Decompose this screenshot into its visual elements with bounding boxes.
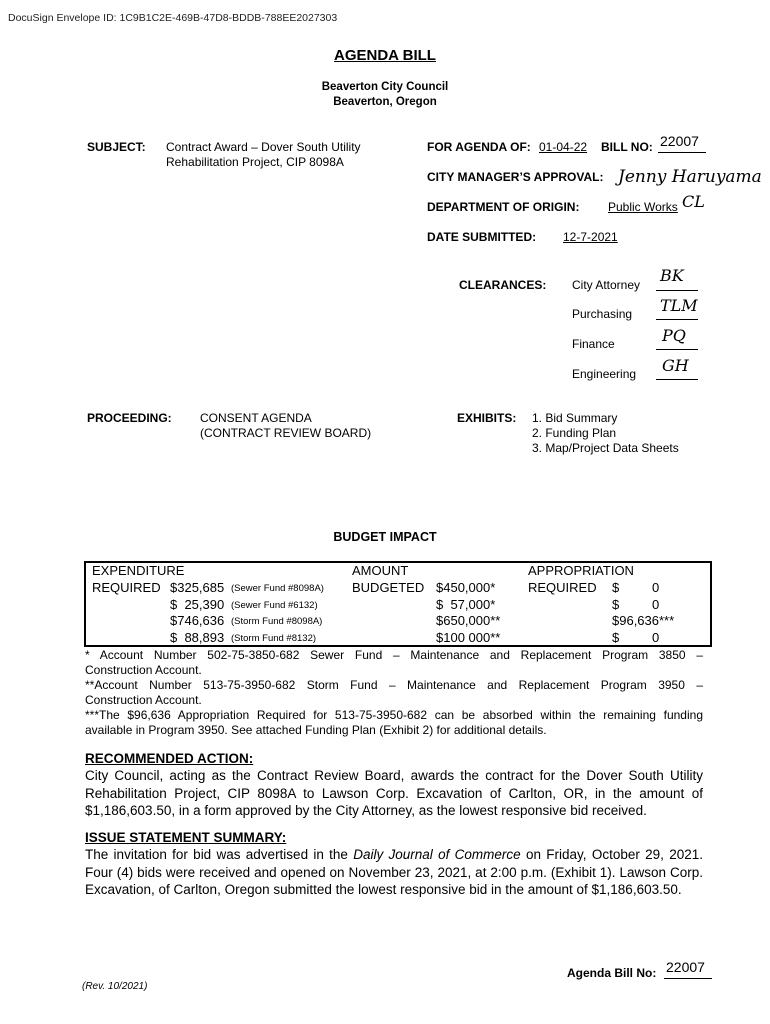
- expenditure-value: $ 25,390: [170, 597, 225, 612]
- budget-heading: BUDGET IMPACT: [333, 530, 437, 544]
- amount-value: $100 000**: [436, 630, 501, 645]
- page-title: AGENDA BILL: [334, 47, 436, 64]
- issue-statement-heading: ISSUE STATEMENT SUMMARY:: [85, 830, 287, 845]
- amount-header: AMOUNT: [352, 563, 409, 578]
- expenditure-header-2: REQUIRED: [92, 580, 161, 595]
- budget-note: Construction Account.: [85, 693, 202, 707]
- clearance-line: [656, 349, 698, 350]
- recommended-action-heading: RECOMMENDED ACTION:: [85, 751, 254, 766]
- fund-label: (Storm Fund #8098A): [231, 616, 323, 627]
- subject-label: SUBJECT:: [87, 140, 146, 154]
- appropriation-value: 0: [652, 580, 660, 595]
- appropriation-value: $96,636***: [612, 613, 675, 628]
- appropriation-symbol: $: [612, 597, 620, 612]
- date-submitted-label: DATE SUBMITTED:: [427, 230, 537, 244]
- bill-no-value: 22007: [660, 133, 699, 149]
- manager-approval-label: CITY MANAGER’S APPROVAL:: [427, 170, 604, 184]
- envelope-id: DocuSign Envelope ID: 1C9B1C2E-469B-47D8-BDDB-788EE2027303: [8, 12, 338, 24]
- amount-value: $450,000*: [436, 580, 496, 595]
- clearance-finance-initials: PQ: [662, 326, 686, 345]
- clearance-line: [656, 379, 698, 380]
- clearance-engineering-initials: GH: [662, 356, 689, 375]
- appropriation-header-2: REQUIRED: [528, 580, 597, 595]
- bill-no-label: BILL NO:: [601, 140, 653, 154]
- org-name: Beaverton City Council: [321, 81, 449, 93]
- budget-note: available in Program 3950. See attached Funding Plan (Exhibit 2) for additional details.: [85, 723, 547, 737]
- proceeding-line1: CONSENT AGENDA: [200, 411, 312, 425]
- budget-note: * Account Number 502-75-3850-682 Sewer Fund – Maintenance and Replacement Program 3850 –: [85, 648, 703, 662]
- fund-label: (Sewer Fund #8098A): [231, 583, 324, 594]
- expenditure-value: $ 88,893: [170, 630, 225, 645]
- manager-signature: Jenny Haruyama: [618, 167, 762, 187]
- expenditure-value: $325,685: [170, 580, 225, 595]
- clearance-line: [656, 319, 698, 320]
- revision-note: (Rev. 10/2021): [82, 981, 148, 992]
- appropriation-symbol: $: [612, 630, 620, 645]
- clearance-purchasing: Purchasing: [572, 307, 633, 321]
- date-submitted-value: 12-7-2021: [563, 230, 618, 244]
- agenda-bill-no-label: Agenda Bill No:: [567, 966, 657, 980]
- recommended-action-text: City Council, acting as the Contract Review Board, awards the contract for the Dover South Utility Rehabilitation Project, CIP 8098A to Lawson Corp. Excavation of Carlton, OR, in the amount of $1,186,603.50, in a form approved by the City Attorney, as the lowest responsive bid received.: [85, 768, 703, 818]
- appropriation-header: APPROPRIATION: [528, 563, 634, 578]
- budget-note: ***The $96,636 Appropriation Required for 513-75-3950-682 can be absorbed within the remaining funding: [85, 708, 703, 722]
- amount-value: $650,000**: [436, 613, 501, 628]
- expenditure-header: EXPENDITURE: [92, 563, 185, 578]
- org-location: Beaverton, Oregon: [333, 96, 437, 108]
- appropriation-value: 0: [652, 597, 660, 612]
- issue-text-start: The invitation for bid was advertised in the: [85, 847, 354, 862]
- clearances-label: CLEARANCES:: [459, 278, 547, 292]
- clearance-engineering: Engineering: [572, 367, 637, 381]
- publication-name: Daily Journal of Commerce: [353, 847, 521, 862]
- department-initials: CL: [682, 192, 705, 211]
- exhibits-label: EXHIBITS:: [457, 411, 517, 425]
- budget-note: **Account Number 513-75-3950-682 Storm Fund – Maintenance and Replacement Program 3950 –: [85, 678, 703, 692]
- amount-header-2: BUDGETED: [352, 580, 425, 595]
- clearance-line: [656, 290, 698, 291]
- subject-line2: Rehabilitation Project, CIP 8098A: [166, 155, 344, 169]
- proceeding-label: PROCEEDING:: [87, 411, 172, 425]
- fund-label: (Storm Fund #8132): [231, 633, 317, 644]
- amount-value: $ 57,000*: [436, 597, 496, 612]
- for-agenda-label: FOR AGENDA OF:: [427, 140, 531, 154]
- appropriation-value: 0: [652, 630, 660, 645]
- exhibit-item: 2. Funding Plan: [532, 426, 617, 440]
- agenda-bill-no-value: 22007: [666, 959, 705, 975]
- exhibit-item: 3. Map/Project Data Sheets: [532, 441, 679, 455]
- expenditure-value: $746,636: [170, 613, 225, 628]
- bill-no-line: [658, 152, 706, 153]
- fund-label: (Sewer Fund #6132): [231, 600, 318, 611]
- appropriation-symbol: $: [612, 580, 620, 595]
- clearance-finance: Finance: [572, 337, 615, 351]
- issue-statement-text: [85, 846, 703, 899]
- clearance-city-attorney: City Attorney: [572, 278, 641, 292]
- issue-text-end: on Friday, October 29, 2021. Four (4) bids were received and opened on November 23, 2021, at 2:00 p.m. (Exhibit 1). Lawson Corp. Excavation, of Carlton, Oregon submitted the lowest responsive bid in the amount of $1,186,603.50.: [85, 847, 703, 897]
- department-value: Public Works: [608, 200, 678, 214]
- subject-line1: Contract Award – Dover South Utility: [166, 140, 361, 154]
- budget-note: Construction Account.: [85, 663, 202, 677]
- clearance-purchasing-initials: TLM: [660, 296, 698, 315]
- proceeding-line2: (CONTRACT REVIEW BOARD): [200, 426, 372, 440]
- agenda-bill-no-line: [664, 978, 712, 979]
- department-label: DEPARTMENT OF ORIGIN:: [427, 200, 580, 214]
- exhibit-item: 1. Bid Summary: [532, 411, 618, 425]
- clearance-city-attorney-initials: BK: [660, 266, 684, 285]
- for-agenda-value: 01-04-22: [539, 140, 588, 154]
